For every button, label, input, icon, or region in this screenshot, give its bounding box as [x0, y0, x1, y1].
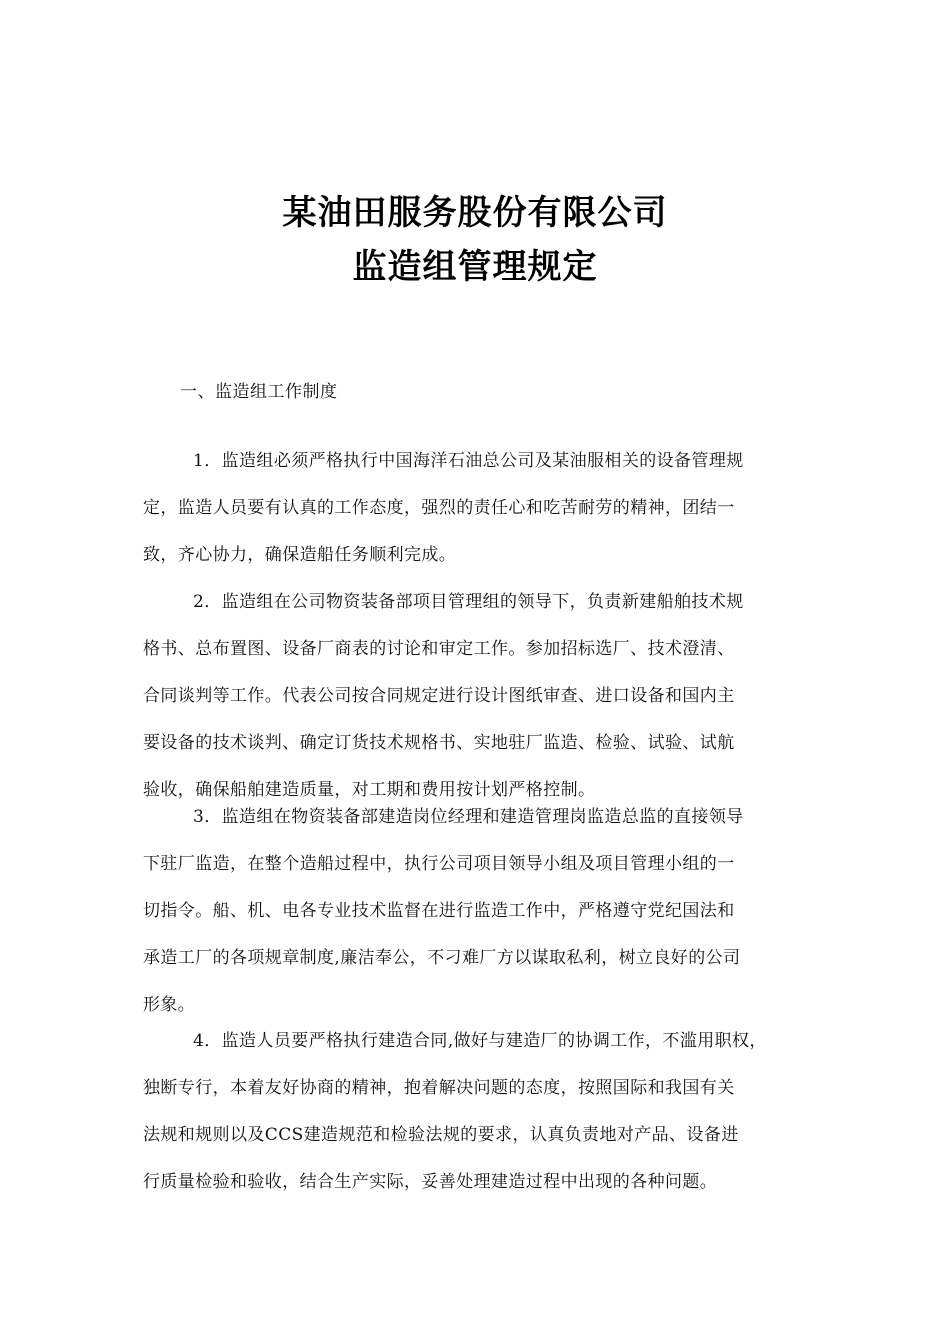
paragraph-line: 承造工厂的各项规章制度,廉洁奉公，不刁难厂方以谋取私利，树立良好的公司 [143, 948, 741, 968]
paragraph-line: 1．监造组必须严格执行中国海洋石油总公司及某油服相关的设备管理规 [193, 451, 744, 471]
section-heading: 一、监造组工作制度 [180, 382, 338, 402]
paragraph-line: 3．监造组在物资装备部建造岗位经理和建造管理岗监造总监的直接领导 [193, 807, 744, 827]
paragraph-3 [143, 794, 813, 1029]
paragraph-line: 下驻厂监造，在整个造船过程中，执行公司项目领导小组及项目管理小组的一 [143, 854, 735, 874]
paragraph-1 [143, 438, 813, 579]
paragraph-line: 法规和规则以及CCS建造规范和检验法规的要求，认真负责地对产品、设备进 [143, 1125, 739, 1145]
title-line-regulation: 监造组管理规定 [352, 247, 598, 287]
paragraph-line: 切指令。船、机、电各专业技术监督在进行监造工作中，严格遵守党纪国法和 [143, 901, 735, 921]
paragraph-line: 4．监造人员要严格执行建造合同,做好与建造厂的协调工作，不滥用职权， [193, 1031, 767, 1051]
paragraph-line: 要设备的技术谈判、确定订货技术规格书、实地驻厂监造、检验、试验、试航 [143, 733, 735, 753]
paragraph-line: 致，齐心协力，确保造船任务顺利完成。 [143, 545, 457, 565]
paragraph-line: 验收，确保船舶建造质量，对工期和费用按计划严格控制。 [143, 780, 596, 800]
paragraph-2 [143, 579, 813, 814]
title-line-company: 某油田服务股份有限公司 [282, 193, 668, 233]
paragraph-line: 格书、总布置图、设备厂商表的讨论和审定工作。参加招标选厂、技术澄清、 [143, 639, 735, 659]
paragraph-line: 2．监造组在公司物资装备部项目管理组的领导下，负责新建船舶技术规 [193, 592, 744, 612]
paragraph-4 [143, 1018, 813, 1206]
paragraph-line: 行质量检验和验收，结合生产实际，妥善处理建造过程中出现的各种问题。 [143, 1172, 718, 1192]
document-title [0, 186, 950, 294]
paragraph-line: 独断专行，本着友好协商的精神，抱着解决问题的态度，按照国际和我国有关 [143, 1078, 735, 1098]
paragraph-line: 定，监造人员要有认真的工作态度，强烈的责任心和吃苦耐劳的精神，团结一 [143, 498, 735, 518]
paragraph-line: 形象。 [143, 995, 196, 1015]
paragraph-line: 合同谈判等工作。代表公司按合同规定进行设计图纸审查、进口设备和国内主 [143, 686, 735, 706]
